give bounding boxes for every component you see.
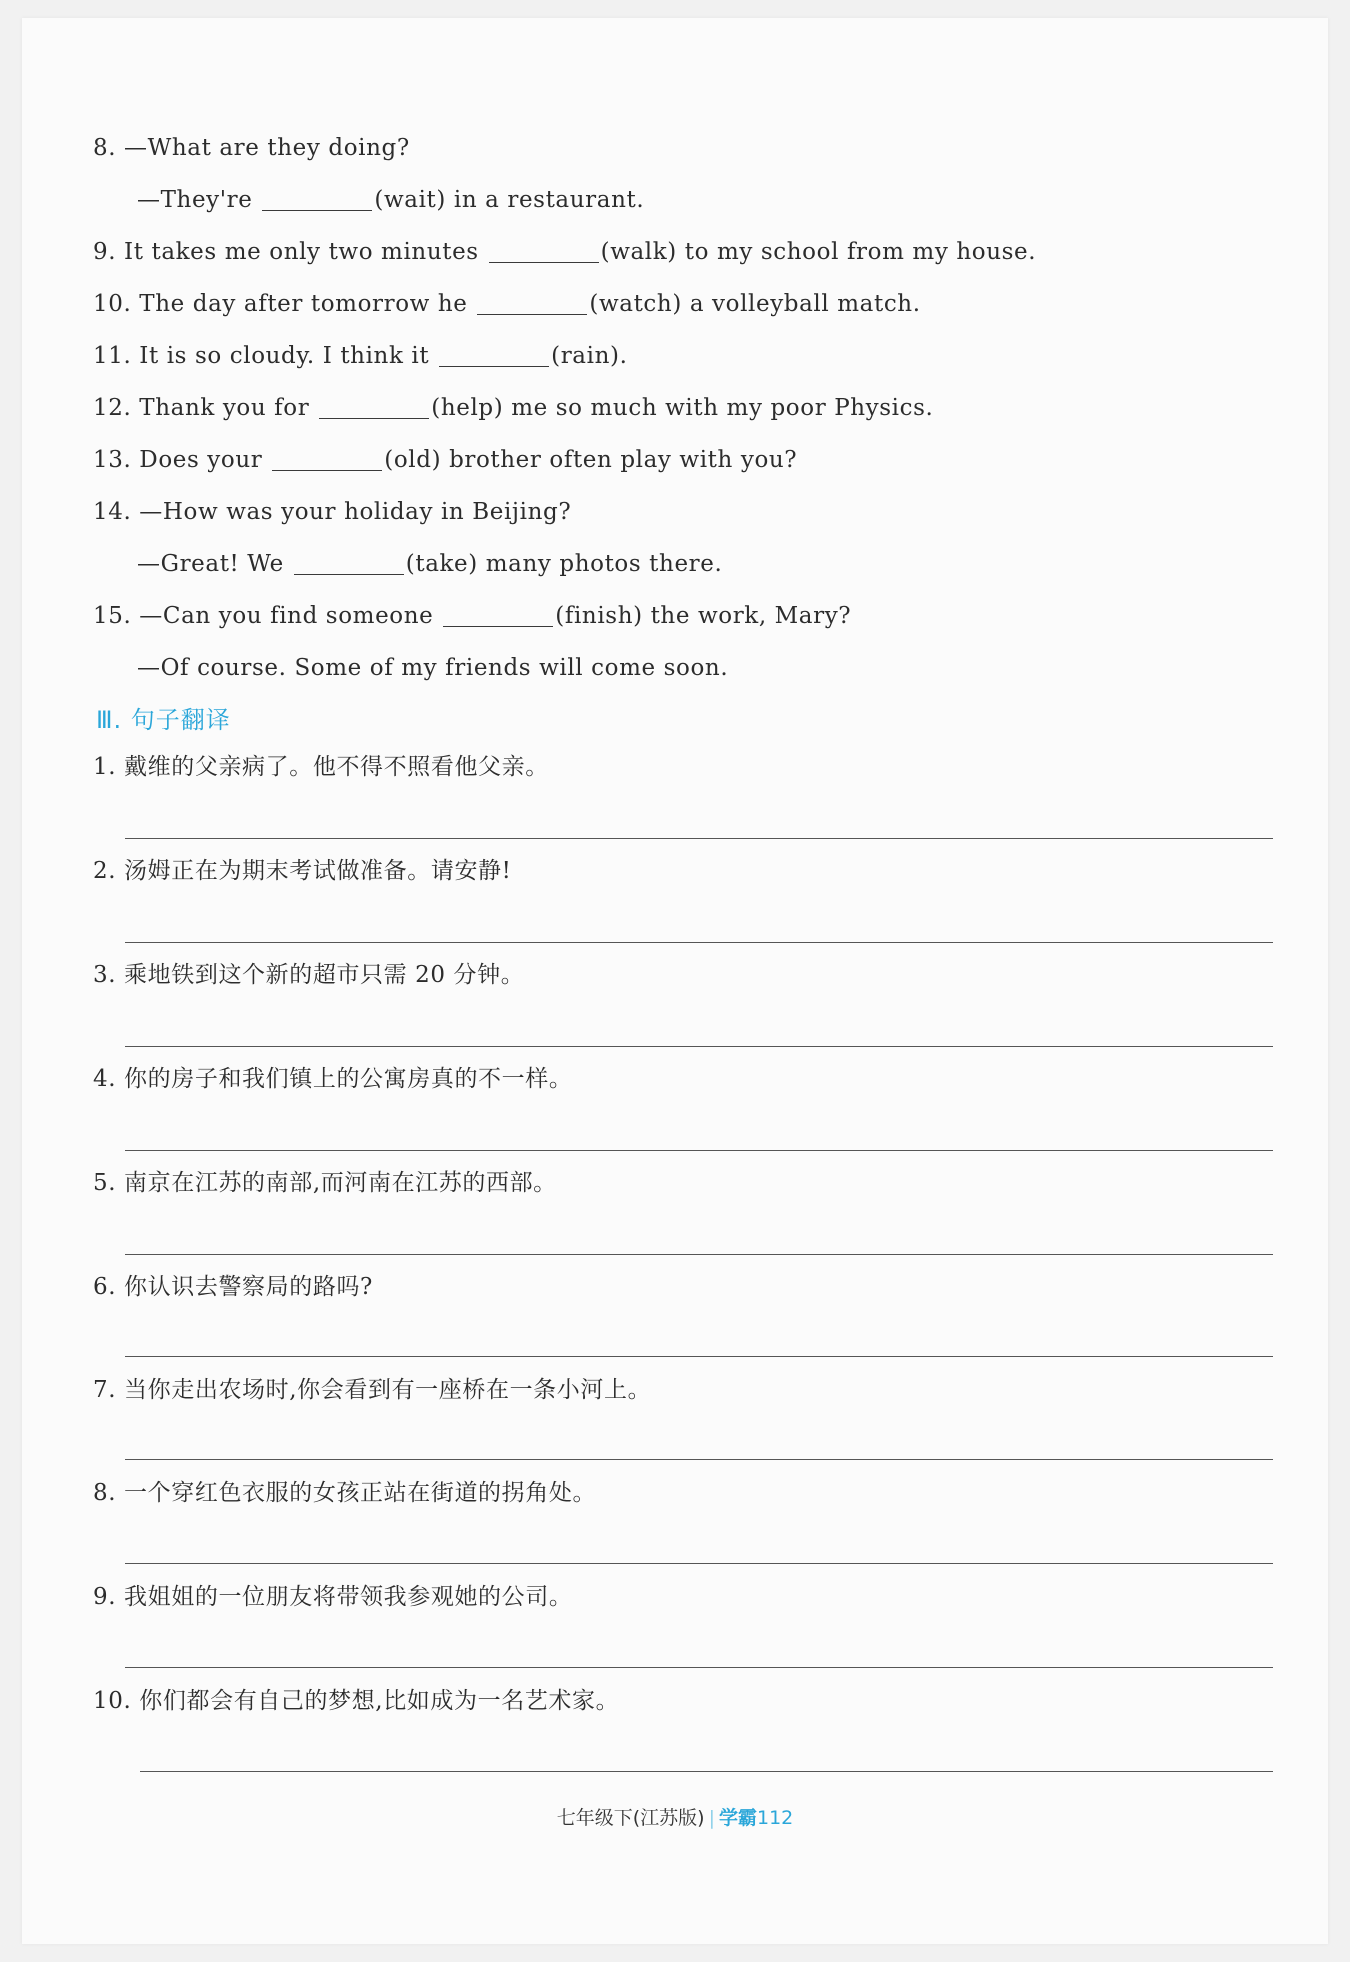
answer-line-6[interactable] (125, 1356, 1273, 1357)
exercise-11: 11. It is so cloudy. I think it (rain). (93, 343, 628, 369)
answer-line-10[interactable] (140, 1771, 1273, 1772)
exercise-8-question: 8. —What are they doing? (93, 135, 410, 161)
translation-item-8: 8. 一个穿红色衣服的女孩正站在街道的拐角处。 (93, 1480, 597, 1506)
translation-item-3: 3. 乘地铁到这个新的超市只需 20 分钟。 (93, 962, 525, 988)
answer-line-3[interactable] (125, 1046, 1273, 1047)
page-number: 112 (756, 1807, 794, 1829)
blank-field[interactable] (439, 364, 549, 367)
exercise-14-answer: —Great! We (take) many photos there. (137, 551, 723, 577)
translation-item-10: 10. 你们都会有自己的梦想,比如成为一名艺术家。 (93, 1688, 620, 1714)
translation-item-6: 6. 你认识去警察局的路吗? (93, 1274, 373, 1300)
answer-line-4[interactable] (125, 1150, 1273, 1151)
blank-field[interactable] (262, 208, 372, 211)
blank-field[interactable] (477, 312, 587, 315)
footer-brand: 学霸 (718, 1807, 757, 1829)
exercise-9: 9. It takes me only two minutes (walk) to my school from my house. (93, 239, 1037, 265)
answer-line-5[interactable] (125, 1254, 1273, 1255)
blank-field[interactable] (319, 416, 429, 419)
exercise-12: 12. Thank you for (help) me so much with my poor Physics. (93, 395, 934, 421)
blank-field[interactable] (294, 572, 404, 575)
translation-item-2: 2. 汤姆正在为期末考试做准备。请安静! (93, 858, 512, 884)
translation-item-5: 5. 南京在江苏的南部,而河南在江苏的西部。 (93, 1170, 557, 1196)
exercise-14-question: 14. —How was your holiday in Beijing? (93, 499, 572, 525)
translation-item-9: 9. 我姐姐的一位朋友将带领我参观她的公司。 (93, 1584, 573, 1610)
answer-line-9[interactable] (125, 1667, 1273, 1668)
page-footer (0, 1803, 1350, 1830)
exercise-8-answer: —They're (wait) in a restaurant. (137, 187, 645, 213)
blank-field[interactable] (443, 624, 553, 627)
answer-line-7[interactable] (125, 1459, 1273, 1460)
translation-item-4: 4. 你的房子和我们镇上的公寓房真的不一样。 (93, 1066, 573, 1092)
exercise-15-answer: —Of course. Some of my friends will come soon. (137, 655, 729, 681)
exercise-15-question: 15. —Can you find someone (finish) the work, Mary? (93, 603, 852, 629)
footer-separator: | (708, 1807, 715, 1829)
footer-grade: 七年级下(江苏版) (556, 1807, 705, 1829)
answer-line-8[interactable] (125, 1563, 1273, 1564)
blank-field[interactable] (272, 468, 382, 471)
exercise-13: 13. Does your (old) brother often play with you? (93, 447, 798, 473)
translation-item-1: 1. 戴维的父亲病了。他不得不照看他父亲。 (93, 754, 549, 780)
exercise-10: 10. The day after tomorrow he (watch) a volleyball match. (93, 291, 921, 317)
answer-line-1[interactable] (125, 838, 1273, 839)
translation-item-7: 7. 当你走出农场时,你会看到有一座桥在一条小河上。 (93, 1377, 652, 1403)
blank-field[interactable] (489, 260, 599, 263)
answer-line-2[interactable] (125, 942, 1273, 943)
section-title: Ⅲ. 句子翻译 (96, 706, 231, 734)
